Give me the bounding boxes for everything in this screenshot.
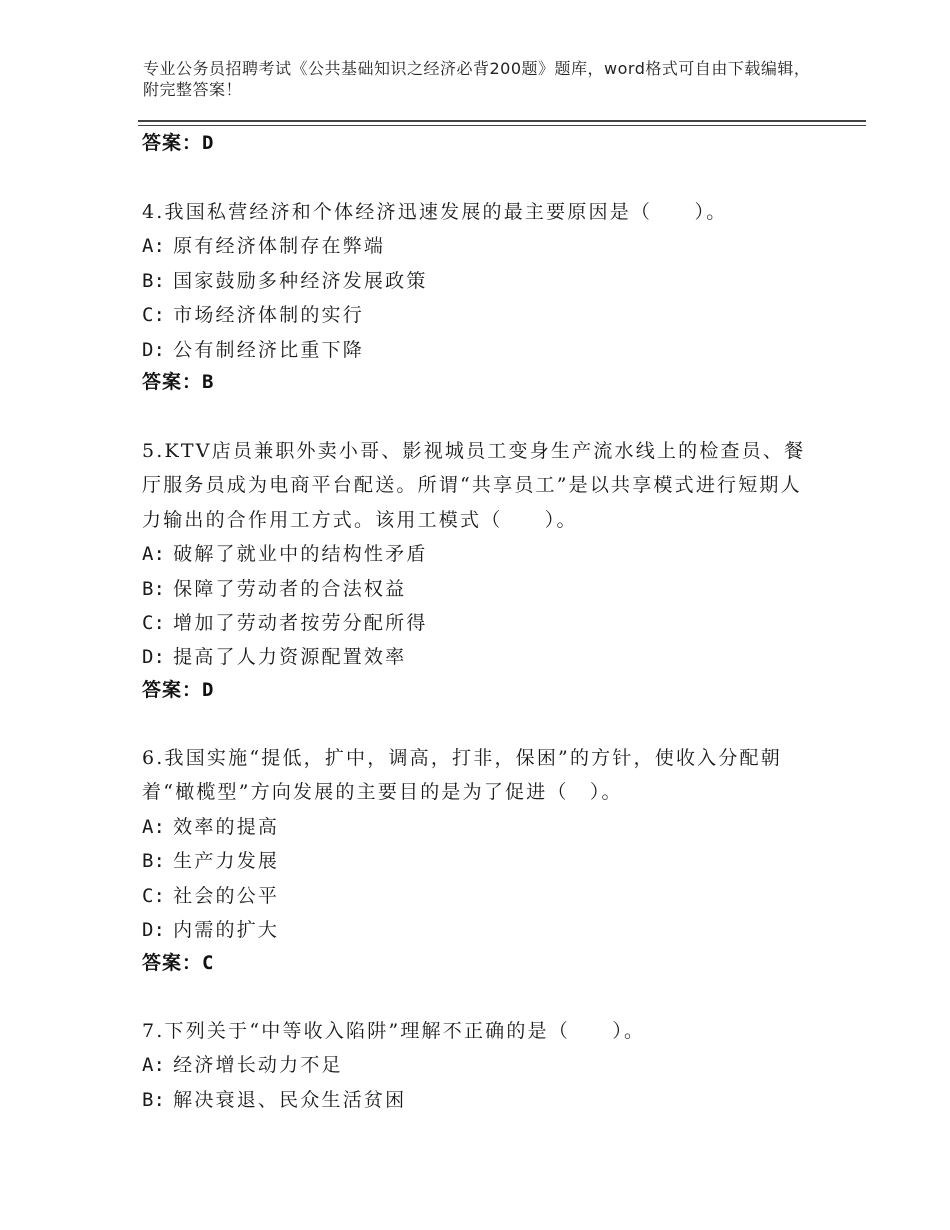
option-text: 效率的提高	[164, 815, 280, 838]
option-b	[142, 844, 822, 878]
answer-value: D	[202, 679, 214, 701]
option-a	[142, 229, 822, 263]
answer-q6	[142, 951, 213, 975]
option-letter: B:	[142, 1088, 165, 1111]
answer-value: D	[202, 132, 214, 154]
option-text: 保障了劳动者的合法权益	[164, 577, 407, 600]
option-text: 内需的扩大	[164, 919, 280, 942]
option-letter: C:	[142, 884, 165, 907]
option-letter: D:	[142, 338, 165, 361]
answer-label: 答案：	[142, 132, 203, 154]
answer-label: 答案：	[142, 679, 203, 701]
option-text: 破解了就业中的结构性矛盾	[164, 543, 428, 566]
question-4	[142, 195, 822, 367]
option-letter: B:	[142, 269, 165, 292]
option-letter: D:	[142, 646, 165, 669]
answer-label: 答案：	[142, 952, 203, 974]
question-stem: 4.我国私营经济和个体经济迅速发展的最主要原因是（ ）。	[142, 201, 728, 223]
option-a	[142, 1048, 822, 1082]
answer-value: C	[202, 952, 214, 974]
question-stem: 7.下列关于“中等收入陷阱”理解不正确的是（ ）。	[142, 1020, 646, 1042]
option-text: 国家鼓励多种经济发展政策	[164, 269, 428, 292]
answer-q4	[142, 370, 213, 394]
option-b	[142, 264, 822, 298]
option-d	[142, 913, 822, 947]
option-b	[142, 572, 822, 606]
answer-label: 答案：	[142, 371, 203, 393]
option-a	[142, 537, 822, 571]
option-text: 原有经济体制存在弊端	[164, 235, 386, 258]
option-c	[142, 606, 822, 640]
option-letter: B:	[142, 577, 165, 600]
option-letter: B:	[142, 850, 165, 873]
header-rule-thin	[138, 125, 866, 126]
option-text: 市场经济体制的实行	[164, 304, 364, 327]
option-letter: C:	[142, 304, 165, 327]
option-letter: A:	[142, 543, 165, 566]
option-c	[142, 879, 822, 913]
option-letter: A:	[142, 1054, 165, 1077]
option-text: 公有制经济比重下降	[164, 338, 364, 361]
document-header: 专业公务员招聘考试《公共基础知识之经济必背200题》题库，word格式可自由下载编辑，附完整答案！	[143, 59, 811, 99]
option-letter: A:	[142, 815, 165, 838]
option-text: 增加了劳动者按劳分配所得	[164, 612, 428, 635]
question-6	[142, 741, 822, 947]
option-text: 社会的公平	[164, 884, 280, 907]
option-a	[142, 810, 822, 844]
option-d	[142, 640, 822, 674]
header-rule-thick	[138, 120, 866, 122]
option-text: 提高了人力资源配置效率	[164, 646, 407, 669]
answer-value: B	[202, 371, 214, 393]
question-7	[142, 1014, 822, 1117]
option-d	[142, 333, 822, 367]
question-stem: 6.我国实施“提低，扩中，调高，打非，保困”的方针，使收入分配朝着“橄榄型”方向发展的主要目的是为了促进（ ）。	[142, 747, 782, 804]
option-letter: D:	[142, 919, 165, 942]
question-stem: 5.KTV店员兼职外卖小哥、影视城员工变身生产流水线上的检查员、餐厅服务员成为电商平台配送。所谓“共享员工”是以共享模式进行短期人力输出的合作用工方式。该用工模式（ ）。	[142, 440, 806, 531]
option-text: 经济增长动力不足	[164, 1054, 343, 1077]
option-b	[142, 1083, 822, 1117]
option-text: 生产力发展	[164, 850, 280, 873]
option-letter: C:	[142, 612, 165, 635]
option-c	[142, 298, 822, 332]
option-letter: A:	[142, 235, 165, 258]
answer-q3	[142, 131, 213, 155]
option-text: 解决衰退、民众生活贫困	[164, 1088, 407, 1111]
question-5	[142, 434, 822, 675]
answer-q5	[142, 678, 213, 702]
